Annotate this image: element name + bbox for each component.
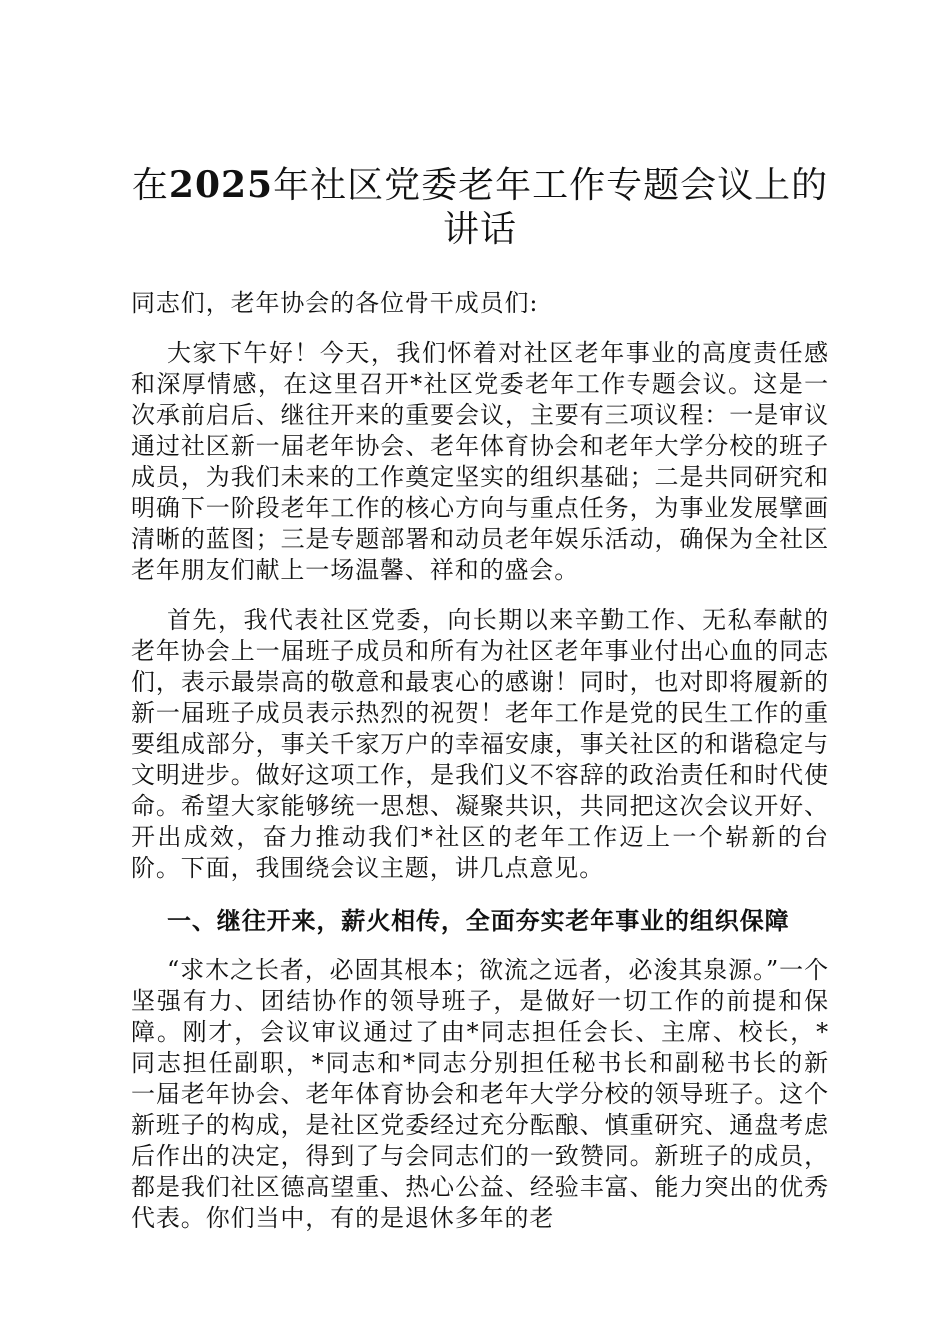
paragraph-thanks: 首先，我代表社区党委，向长期以来辛勤工作、无私奉献的老年协会上一届班子成员和所有为社区老年事业付出心血的同志们，表示最崇高的敬意和最衷心的感谢！同时，也对即将履新的新一届班子成员表示热烈的祝贺！老年工作是党的民生工作的重要组成部分，事关千家万户的幸福安康，事关社区的和谐稳定与文明进步。做好这项工作，是我们义不容辞的政治责任和时代使命。希望大家能够统一思想、凝聚共识，共同把这次会议开好、开出成效，奋力推动我们*社区的老年工作迈上一个崭新的台阶。下面，我围绕会议主题，讲几点意见。 [131,606,829,882]
salutation: 同志们，老年协会的各位骨干成员们: [131,289,539,317]
paragraph-section-one: “求木之长者，必固其根本；欲流之远者，必浚其泉源。”一个坚强有力、团结协作的领导班子，是做好一切工作的前提和保障。刚才，会议审议通过了由*同志担任会长、主席、校长，*同志担任副职，*同志和*同志分别担任秘书长和副秘书长的新一届老年协会、老年体育协会和老年大学分校的领导班子。这个新班子的构成，是社区党委经过充分酝酿、慎重研究、通盘考虑后作出的决定，得到了与会同志们的一致赞同。新班子的成员，都是我们社区德高望重、热心公益、经验丰富、能力突出的优秀代表。你们当中，有的是退休多年的老 [131,956,829,1232]
document-title [131,163,829,252]
document-body [131,163,829,1234]
title-year: 2025 [168,164,274,206]
title-suffix: 年社区党委老年工作专题会议上的讲话 [273,165,829,250]
paragraph-opening: 大家下午好！今天，我们怀着对社区老年事业的高度责任感和深厚情感，在这里召开*社区党委老年工作专题会议。这是一次承前启后、继往开来的重要会议，主要有三项议程：一是审议通过社区新一届老年协会、老年体育协会和老年大学分校的班子成员，为我们未来的工作奠定坚实的组织基础；二是共同研究和明确下一阶段老年工作的核心方向与重点任务，为事业发展擘画清晰的蓝图；三是专题部署和动员老年娱乐活动，确保为全社区老年朋友们献上一场温馨、祥和的盛会。 [131,339,829,584]
title-prefix: 在 [131,165,169,206]
section-heading: 一、继往开来，薪火相传，全面夯实老年事业的组织保障 [167,906,790,935]
